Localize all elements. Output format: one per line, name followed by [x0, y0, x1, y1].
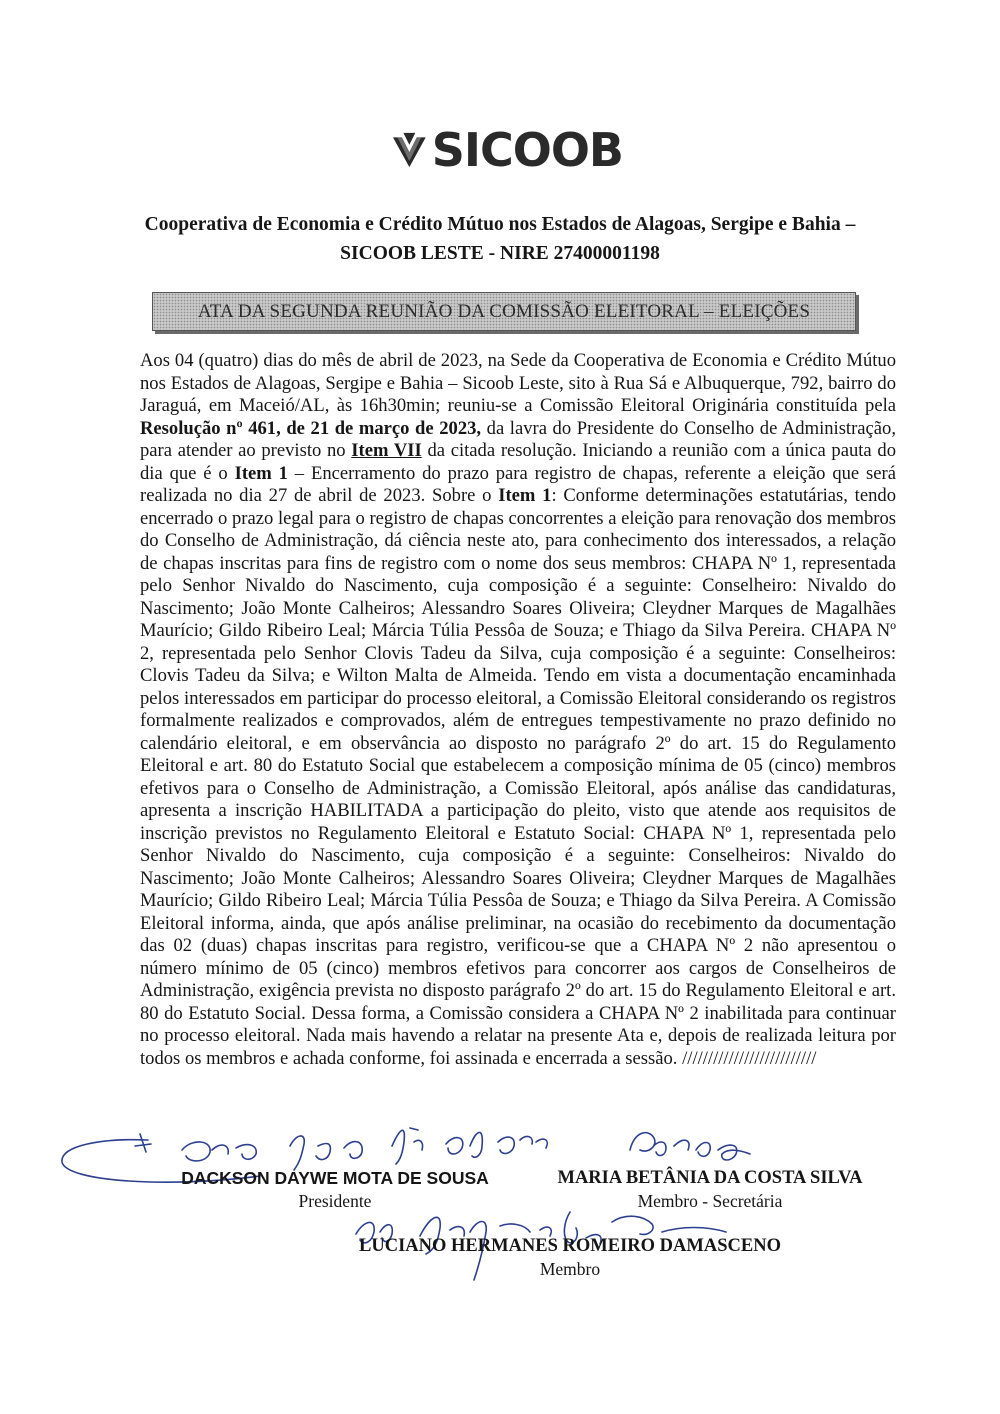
item-vii-reference: Item VII	[351, 440, 422, 461]
signature-secretary	[535, 1168, 885, 1212]
minutes-paragraph	[140, 350, 896, 1070]
minutes-body	[140, 350, 896, 1070]
body-text-4: – Encerramento do prazo para registro de chapas, referente a eleição que será realizada no dia 27 de abril de 2023. Sobre o	[140, 462, 896, 506]
item-1-reference: Item 1	[234, 462, 288, 484]
signatory-name: LUCIANO HERMANES ROMEIRO DAMASCENO	[359, 1236, 781, 1256]
body-text-1: Aos 04 (quatro) dias do mês de abril de 2023, na Sede da Cooperativa de Economia e Crédito Mútuo nos Estados de Alagoas, Sergipe e Bahia – Sicoob Leste, sito à Rua Sá e Albuquerque, 792, bairro do Jaraguá, em Maceió/AL, às 16h30min; reuniu-se a Comissão Eleitoral Originária constituída pela	[140, 350, 896, 416]
header-registry: SICOOB LESTE - NIRE 27400001198	[340, 243, 660, 264]
signatory-name: DACKSON DAYWE MOTA DE SOUSA	[181, 1168, 489, 1188]
document-title-box	[152, 292, 856, 331]
header-cooperative-name: Cooperativa de Economia e Crédito Mútuo nos Estados de Alagoas, Sergipe e Bahia –	[144, 214, 856, 235]
body-text-5: : Conforme determinações estatutárias, tendo encerrado o prazo legal para o registro de chapas concorrentes a eleição para renovação dos membros do Conselho de Administração, dá ciência neste ato, para conhecimento dos interessados, a relação de chapas inscritas para fins de registro com o nome dos seus membros: CHAPA Nº 1, representada pelo Senhor Nivaldo do Nascimento, cuja composição é a seguinte: Conselheiro: Nivaldo do Nascimento; João Monte Calheiros; Alessandro Soares Oliveira; Cleydner Marques de Magalhães Maurício; Gildo Ribeiro Leal; Márcia Túlia Pessôa de Souza; e Thiago da Silva Pereira. CHAPA Nº 2, representada pelo Senhor Clovis Tadeu da Silva, cuja composição é a seguinte: Conselheiros: Clovis Tadeu da Silva; e Wilton Malta de Almeida. Tendo em vista a documentação encaminhada pelos interessados em participar do processo eleitoral, a Comissão Eleitoral considerando os registros formalmente realizados e comprovados, além de entregues tempestivamente no prazo definido no calendário eleitoral, e em observância ao disposto no parágrafo 2º do art. 15 do Regulamento Eleitoral e art. 80 do Estatuto Social que estabelecem a composição mínima de 05 (cinco) membros efetivos para o Conselho de Administração, a Comissão Eleitoral, após análise das candidaturas, apresenta a inscrição HABILITADA a participação do pleito, visto que atende aos requisitos de inscrição previstos no Regulamento Eleitoral e Estatuto Social: CHAPA Nº 1, representada pelo Senhor Nivaldo do Nascimento, cuja composição é a seguinte: Conselheiros: Nivaldo do Nascimento; João Monte Calheiros; Alessandro Soares Oliveira; Cleydner Marques de Magalhães Maurício; Gildo Ribeiro Leal; Márcia Túlia Pessôa de Souza; e Thiago da Silva Pereira. A Comissão Eleitoral informa, ainda, que após análise preliminar, na ocasião do recebimento da documentação das 02 (duas) chapas inscritas para registro, verificou-se que a CHAPA Nº 2 não apresentou o número mínimo de 05 (cinco) membros efetivos para concorrer aos cargos de Conselheiros de Administração, exigência prevista no disposto parágrafo 2º do art. 15 do Regulamento Eleitoral e art. 80 do Estatuto Social. Dessa forma, a Comissão considera a CHAPA Nº 2 inabilitada para continuar no processo eleitoral. Nada mais havendo a relatar na presente Ata e, depois de realizada leitura por todos os membros e achada conforme, foi assinada e encerrada a sessão. //////////////////////////	[140, 485, 896, 1069]
signatory-name: MARIA BETÂNIA DA COSTA SILVA	[557, 1168, 863, 1188]
sicoob-logo	[393, 118, 623, 182]
body-text-2: da lavra do Presidente do Conselho de Administração, para atender ao previsto no	[140, 417, 896, 461]
item-1-reference-2: Item 1	[498, 485, 552, 506]
signatory-role: Membro	[539, 1259, 601, 1279]
signatory-role: Presidente	[298, 1191, 372, 1211]
signatory-role: Membro - Secretária	[637, 1191, 783, 1211]
document-title: ATA DA SEGUNDA REUNIÃO DA COMISSÃO ELEITORAL – ELEIÇÕES	[197, 300, 811, 322]
logo-text: SICOOB	[431, 123, 623, 177]
resolution-reference: Resolução nº 461, de 21 de março de 2023,	[140, 417, 482, 439]
body-text-3: da citada resolução. Iniciando a reunião com a única pauta do dia que é o	[140, 440, 896, 484]
signature-member	[335, 1236, 805, 1280]
sicoob-chevron-logo-icon	[393, 127, 426, 173]
signature-president	[150, 1168, 520, 1212]
